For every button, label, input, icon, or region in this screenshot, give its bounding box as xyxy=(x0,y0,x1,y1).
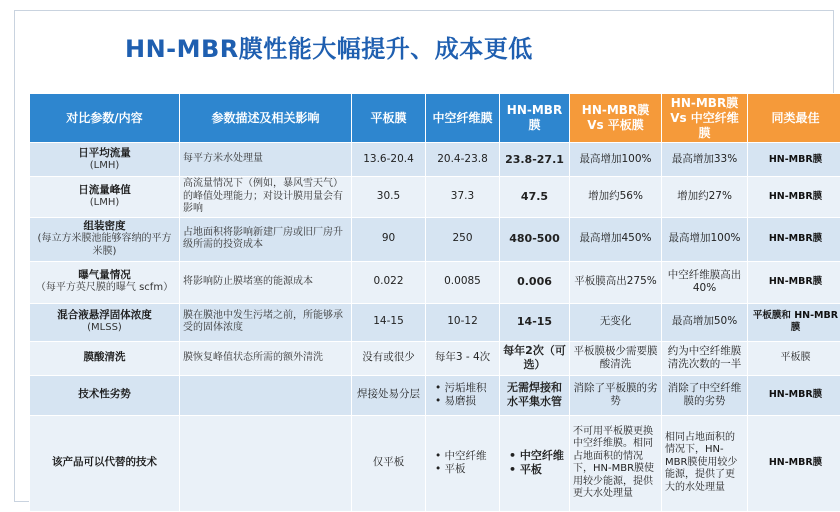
header-vs-hollow: HN-MBR膜 Vs 中空纤维膜 xyxy=(662,94,748,143)
hollow-cell xyxy=(426,375,500,415)
hn-cell: 23.8-27.1 xyxy=(500,143,570,177)
hollow-cell: 10-12 xyxy=(426,303,500,341)
hollow-cell: 37.3 xyxy=(426,177,500,218)
best-cell: HN-MBR膜 xyxy=(748,177,840,218)
desc-cell xyxy=(180,375,352,415)
table-row xyxy=(30,341,840,375)
desc-cell: 将影响防止膜堵塞的能源成本 xyxy=(180,261,352,303)
vs-hollow-cell: 最高增加33% xyxy=(662,143,748,177)
vs-hollow-cell: 消除了中空纤维膜的劣势 xyxy=(662,375,748,415)
table-row xyxy=(30,261,840,303)
flat-cell: 仅平板 xyxy=(352,415,426,511)
param-cell: 技术性劣势 xyxy=(30,375,180,415)
hollow-list-item: • 易磨损 xyxy=(429,395,496,408)
hollow-list-item: • 污垢堆积 xyxy=(429,382,496,395)
flat-cell: 14-15 xyxy=(352,303,426,341)
flat-cell: 没有或很少 xyxy=(352,341,426,375)
param-cell: 曝气量情况 （每平方英尺膜的曝气 scfm） xyxy=(30,261,180,303)
param-cell: 膜酸清洗 xyxy=(30,341,180,375)
best-cell: HN-MBR膜 xyxy=(748,217,840,261)
header-param: 对比参数/内容 xyxy=(30,94,180,143)
param-cell: 日平均流量 (LMH) xyxy=(30,143,180,177)
vs-hollow-cell: 最高增加50% xyxy=(662,303,748,341)
hn-cell xyxy=(500,415,570,511)
vs-flat-cell: 最高增加450% xyxy=(570,217,662,261)
comparison-table xyxy=(29,93,840,512)
desc-cell: 膜在膜池中发生污堵之前，所能够承受的固体浓度 xyxy=(180,303,352,341)
flat-cell: 0.022 xyxy=(352,261,426,303)
desc-cell: 膜恢复峰值状态所需的额外清洗 xyxy=(180,341,352,375)
header-hn: HN-MBR膜 xyxy=(500,94,570,143)
desc-cell: 高流量情况下（例如，暴风雪天气）的峰值处理能力；对设计膜用量会有影响 xyxy=(180,177,352,218)
vs-hollow-cell: 相同占地面积的情况下，HN-MBR膜使用较少能源，提供了更大的水处理量 xyxy=(662,415,748,511)
table-header-row xyxy=(30,94,840,143)
desc-cell: 占地面积将影响新建厂房或旧厂房升级所需的投资成本 xyxy=(180,217,352,261)
hn-cell: 无需焊接和水平集水管 xyxy=(500,375,570,415)
best-cell: HN-MBR膜 xyxy=(748,375,840,415)
hn-list-item: • 平板 xyxy=(503,463,566,477)
vs-flat-cell: 无变化 xyxy=(570,303,662,341)
hn-cell: 47.5 xyxy=(500,177,570,218)
table-row xyxy=(30,415,840,511)
table-row xyxy=(30,177,840,218)
hollow-cell xyxy=(426,415,500,511)
hollow-list-item: • 中空纤维 xyxy=(429,450,496,463)
flat-cell: 焊接处易分层 xyxy=(352,375,426,415)
hn-list-item: • 中空纤维 xyxy=(503,449,566,463)
hn-cell: 14-15 xyxy=(500,303,570,341)
table-row xyxy=(30,303,840,341)
desc-cell xyxy=(180,415,352,511)
hn-cell: 480-500 xyxy=(500,217,570,261)
vs-flat-cell: 平板膜极少需要膜酸清洗 xyxy=(570,341,662,375)
best-cell: 平板膜 xyxy=(748,341,840,375)
hollow-list-item: • 平板 xyxy=(429,463,496,476)
table-row xyxy=(30,217,840,261)
param-cell: 混合液悬浮固体浓度 (MLSS) xyxy=(30,303,180,341)
table-row xyxy=(30,143,840,177)
best-cell: HN-MBR膜 xyxy=(748,261,840,303)
vs-hollow-cell: 约为中空纤维膜清洗次数的一半 xyxy=(662,341,748,375)
param-cell: 组装密度 (每立方米膜池能够容纳的平方米膜) xyxy=(30,217,180,261)
hollow-cell: 每年3 - 4次 xyxy=(426,341,500,375)
header-best: 同类最佳 xyxy=(748,94,840,143)
vs-hollow-cell: 最高增加100% xyxy=(662,217,748,261)
param-cell: 日流量峰值 (LMH) xyxy=(30,177,180,218)
flat-cell: 13.6-20.4 xyxy=(352,143,426,177)
flat-cell: 90 xyxy=(352,217,426,261)
header-hollow: 中空纤维膜 xyxy=(426,94,500,143)
best-cell: HN-MBR膜 xyxy=(748,143,840,177)
best-cell: HN-MBR膜 xyxy=(748,415,840,511)
desc-cell: 每平方米水处理量 xyxy=(180,143,352,177)
hollow-cell: 250 xyxy=(426,217,500,261)
vs-hollow-cell: 增加约27% xyxy=(662,177,748,218)
param-cell: 该产品可以代替的技术 xyxy=(30,415,180,511)
page-title: HN-MBR膜性能大幅提升、成本更低 xyxy=(125,29,533,64)
flat-cell: 30.5 xyxy=(352,177,426,218)
vs-flat-cell: 消除了平板膜的劣势 xyxy=(570,375,662,415)
vs-flat-cell: 不可用平板膜更换中空纤维膜。相同占地面积的情况下，HN-MBR膜使用较少能源，提供更大水处理量 xyxy=(570,415,662,511)
vs-flat-cell: 增加约56% xyxy=(570,177,662,218)
hn-cell: 0.006 xyxy=(500,261,570,303)
header-vs-flat: HN-MBR膜 Vs 平板膜 xyxy=(570,94,662,143)
hollow-cell: 0.0085 xyxy=(426,261,500,303)
vs-flat-cell: 平板膜高出275% xyxy=(570,261,662,303)
vs-flat-cell: 最高增加100% xyxy=(570,143,662,177)
hn-cell: 每年2次（可选） xyxy=(500,341,570,375)
table-row xyxy=(30,375,840,415)
slide xyxy=(14,10,834,502)
header-flat: 平板膜 xyxy=(352,94,426,143)
best-cell: 平板膜和 HN-MBR膜 xyxy=(748,303,840,341)
vs-hollow-cell: 中空纤维膜高出40% xyxy=(662,261,748,303)
header-desc: 参数描述及相关影响 xyxy=(180,94,352,143)
hollow-cell: 20.4-23.8 xyxy=(426,143,500,177)
